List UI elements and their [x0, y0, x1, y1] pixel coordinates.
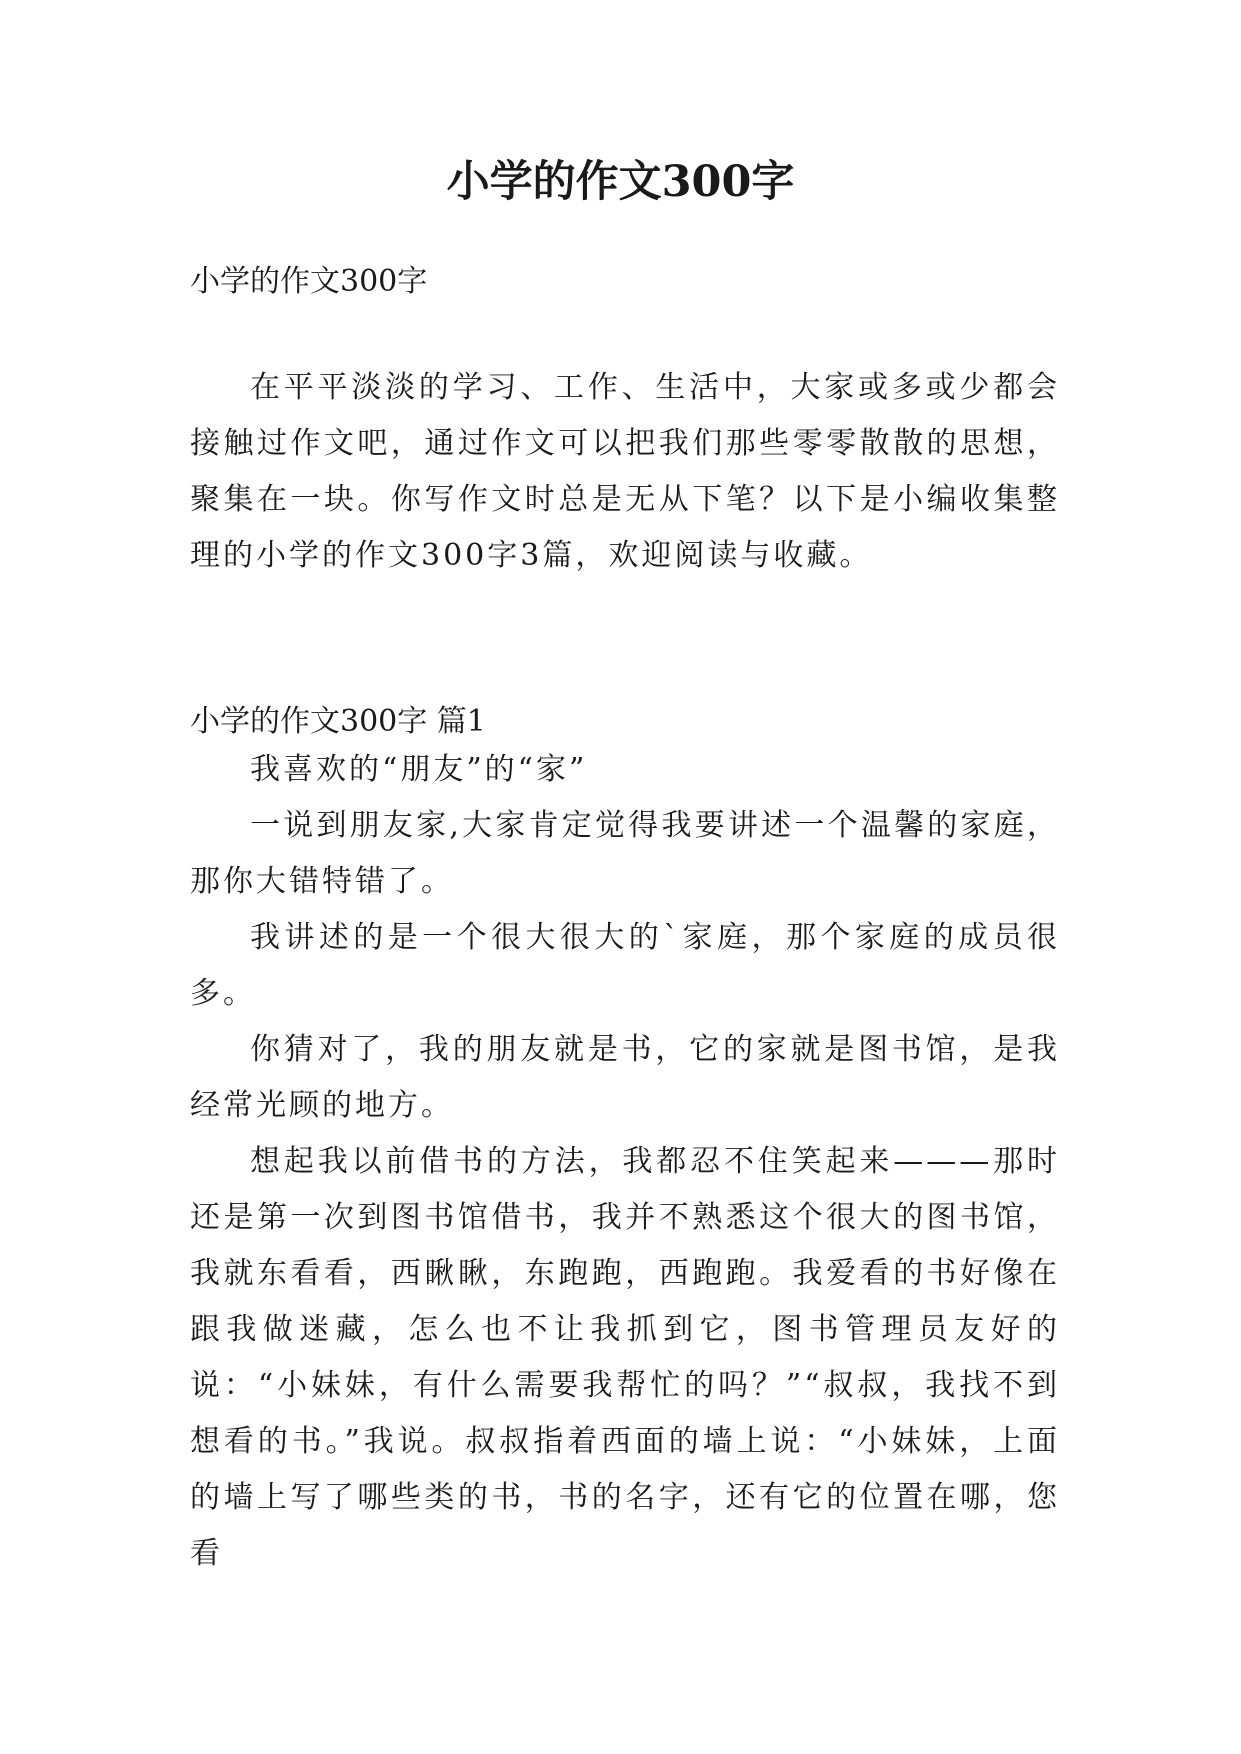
document-title: 小学的作文300字	[446, 157, 795, 207]
article-subtitle: 小学的作文300字	[190, 264, 428, 299]
essay-paragraph: 想起我以前借书的方法，我都忍不住笑起来———那时还是第一次到图书馆借书，我并不熟悉这个很大的图书馆，我就东看看，西瞅瞅，东跑跑，西跑跑。我爱看的书好像在跟我做迷藏，怎么也不让我抓到它，图书管理员友好的说：“小妹妹，有什么需要我帮忙的吗？”“叔叔，我找不到想看的书。”我说。叔叔指着西面的墙上说：“小妹妹，上面的墙上写了哪些类的书，书的名字，还有它的位置在哪，您看	[190, 1144, 1060, 1571]
essay-paragraph: 你猜对了，我的朋友就是书，它的家就是图书馆，是我经常光顾的地方。	[190, 1032, 1060, 1123]
essay-title-line: 我喜欢的“朋友”的“家”	[250, 752, 588, 787]
essay-paragraph: 一说到朋友家,大家肯定觉得我要讲述一个温馨的家庭，那你大错特错了。	[190, 808, 1060, 899]
essay-paragraph: 我讲述的是一个很大很大的`家庭，那个家庭的成员很多。	[190, 920, 1060, 1011]
intro-paragraph: 在平平淡淡的学习、工作、生活中，大家或多或少都会接触过作文吧，通过作文可以把我们那些零零散散的思想，聚集在一块。你写作文时总是无从下笔？以下是小编收集整理的小学的作文300字3篇，欢迎阅读与收藏。	[190, 370, 1060, 573]
section-heading: 小学的作文300字 篇1	[190, 704, 486, 739]
